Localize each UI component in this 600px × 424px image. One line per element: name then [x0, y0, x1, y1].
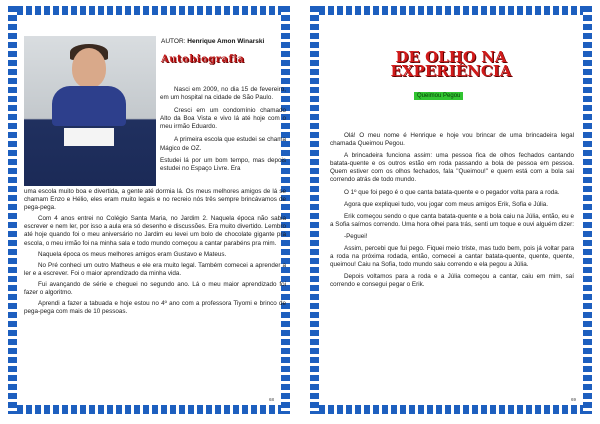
paragraph: Olá! O meu nome é Henrique e hoje vou brincar de uma brincadeira legal chamada Queimou Pegou.	[330, 132, 574, 148]
page-border-bottom	[310, 405, 592, 414]
title-line-1: DE OLHO NA	[395, 48, 507, 66]
paragraph: Erik começou sendo o que canta batata-quente e a bola caiu na Júlia, então, eu e a Sofia saímos correndo. Uma hora olhei para trás, senti um toque e ouvi alguém dizer:	[330, 212, 574, 228]
page-border-top	[310, 6, 592, 15]
right-page	[310, 6, 592, 414]
paragraph: Assim, percebi que fui pego. Fiquei meio triste, mas tudo bem, pois já voltar para a roda na próxima rodada, então, comecei a cantar batata-quente, quente, quente, queimou! Caiu na Sofia, todo mundo saiu correndo e ela pegou a Júlia.	[330, 245, 574, 269]
author-name: Henrique Amon Winarski	[187, 38, 265, 45]
left-page	[8, 6, 290, 414]
page-border-left	[8, 6, 17, 414]
game-name-badge: Queimou Pegou	[414, 92, 463, 100]
page-title	[310, 50, 592, 78]
side-column	[160, 86, 286, 173]
paragraph: uma escola muito boa e divertida, a gente até dormia lá. Os meus melhores amigos de lá se chamam Enzo e Hélio, eles eram muito legais e no recreio nós três sempre brincávamos de pega-pega.	[24, 188, 286, 212]
title-line-2: EXPERIÊNCIA	[390, 62, 512, 80]
paragraph: Nasci em 2009, no dia 15 de fevereiro, em um hospital na cidade de São Paulo.	[160, 86, 286, 102]
page-border-top	[8, 6, 290, 15]
page-title: Autobiografia	[161, 54, 245, 65]
page-border-bottom	[8, 405, 290, 414]
author-line	[161, 38, 264, 45]
paragraph: A brincadeira funciona assim: uma pessoa fica de olhos fechados cantando batata-quente e os outros estão em roda passando a bola de pessoa em pessoa. Quem estiver com os olhos fechados, fala "Queimou!" e quem está com a bola sai correndo atrás de todo mundo.	[330, 152, 574, 184]
author-label: AUTOR:	[161, 38, 186, 45]
paragraph: Depois voltamos para a roda e a Júlia começou a cantar, caiu em mim, saí correndo e consegui pegar o Erik.	[330, 273, 574, 289]
paragraph: Estudei lá por um bom tempo, mas depois estudei no Espaço Livre. Era	[160, 156, 286, 172]
right-column	[330, 132, 574, 290]
paragraph: Cresci em um condomínio chamado Alto da Boa Vista e vivo lá até hoje com o meu irmão Eduardo.	[160, 107, 286, 131]
paragraph: Aprendi a fazer a tabuada e hoje estou no 4º ano com a professora Tiyomi e brinco de pega-pega com mais de 10 pessoas.	[24, 300, 286, 316]
paragraph: No Pré conheci um outro Matheus e ele era muito legal. Também comecei a aprender a ler e a escrever. Foi o maior aprendizado da minha vida.	[24, 261, 286, 277]
paragraph: -Peguei!	[344, 232, 368, 240]
paragraph: Fui avançando de série e cheguei no segundo ano. Lá o meu maior aprendizado foi fazer o algoritmo.	[24, 280, 286, 297]
author-photo	[24, 36, 156, 186]
page-number: 68	[268, 397, 274, 402]
paragraph: Naquela época os meus melhores amigos eram Gustavo e Mateus.	[38, 250, 227, 258]
paragraph: Agora que expliquei tudo, vou jogar com meus amigos Erik, Sofia e Júlia.	[344, 200, 549, 208]
page-number: 69	[570, 397, 576, 402]
full-column	[24, 188, 286, 316]
paragraph: O 1º que foi pego é o que canta batata-quente e o pegador volta para a roda.	[344, 188, 560, 196]
paragraph: Com 4 anos entrei no Colégio Santa Maria, no Jardim 2. Naquela época não sabia escrever e nem ler, por isso a aula era só desenho e discussões. Era muito divertido. Lembro até hoje quando foi o meu aniversário no Jardim eu levei um bolo de chocolate gigante pra escola, o meu irmão foi na minha sala e todo mundo começou a cantar parabéns pra mim.	[24, 215, 286, 247]
paragraph: A primeira escola que estudei se chama Mágico de OZ.	[160, 136, 286, 152]
